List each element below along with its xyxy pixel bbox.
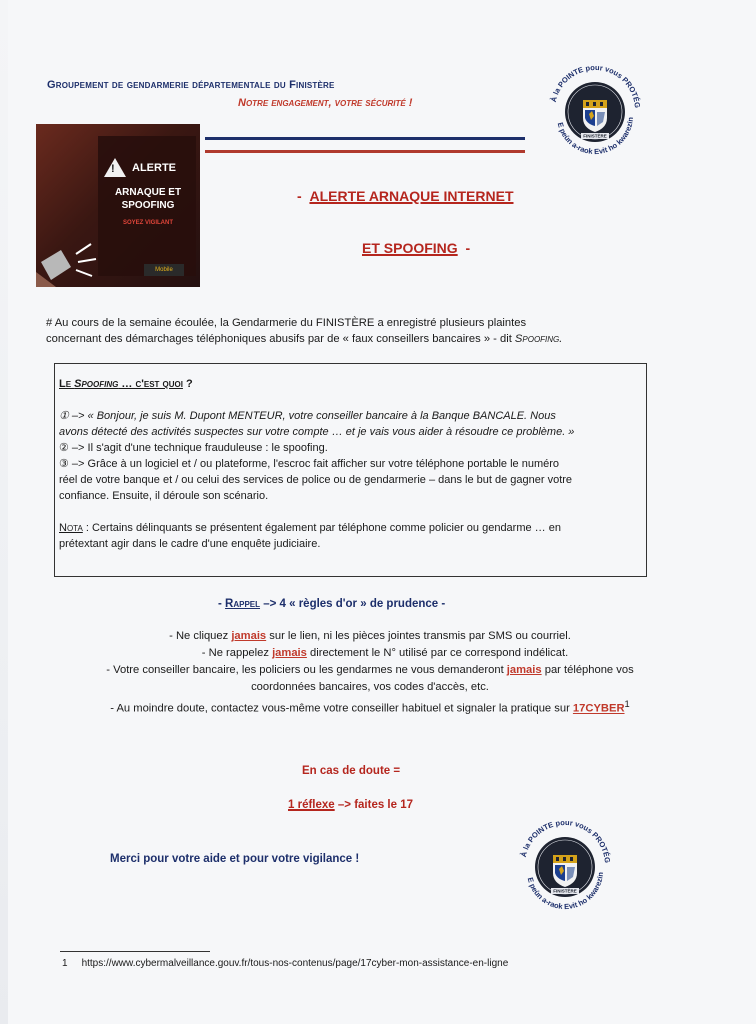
doubt-heading: En cas de doute =: [302, 765, 401, 777]
spoofing-explanation-box: [54, 363, 647, 577]
rule-3-cont: coordonnées bancaires, vos codes d'accès, etc.: [251, 681, 489, 693]
footnote: 1 https://www.cybermalveillance.gouv.fr/tous-nos-contenus/page/17cyber-mon-assistance-en-ligne: [62, 958, 509, 969]
poster-title: [104, 186, 192, 212]
poster-subtitle: SOYEZ VIGILANT: [122, 220, 173, 226]
svg-text:À la POINTE pour vous PROTÉGER: À la POINTE pour vous PROTÉG: [518, 817, 613, 864]
headline-line2: ET SPOOFING -: [362, 240, 471, 256]
organization-name: Groupement de gendarmerie départementale du Finistère: [47, 79, 335, 91]
red-divider: [205, 150, 525, 153]
headline-text2: ET SPOOFING: [362, 240, 458, 256]
svg-text:FINISTÈRE: FINISTÈRE: [553, 888, 577, 894]
gendarmerie-logo: [545, 60, 645, 160]
alert-poster: ! ALERTE ARNAQUE ET SPOOFING SOYEZ VIGILANT Mobile: [36, 124, 200, 287]
reflex-line: 1 réflexe –> faites le 17: [288, 799, 414, 811]
gendarmerie-logo-bottom: [515, 815, 615, 915]
logo-band-text: FINISTÈRE: [583, 133, 607, 139]
svg-text:E peùn a-raok Evit ho kwarezin: E peùn a-raok Evit ho kwarezin: [525, 871, 606, 912]
17cyber-link[interactable]: 17CYBER: [572, 702, 625, 715]
intro-line1: # Au cours de la semaine écoulée, la Gendarmerie du FINISTÈRE a enregistré plusieurs plaintes: [46, 317, 527, 329]
phone-hand-icon: [36, 212, 106, 287]
rule-4: - Au moindre doute, contactez vous-même votre conseiller habituel et signaler la pratique sur 17CYBER$^1$: [110, 699, 630, 715]
headline-text1: ALERTE ARNAQUE INTERNET: [309, 188, 514, 204]
thanks-message: Merci pour votre aide et pour votre vigilance !: [110, 853, 360, 865]
golden-rules-list: [40, 628, 700, 718]
poster-title-line2: SPOOFING: [121, 200, 175, 211]
box-question: Le Spoofing … c'est quoi ?: [59, 378, 193, 390]
intro-line2: concernant des démarchages téléphoniques abusifs par de « faux conseillers bancaires » - dit Spoofing.: [46, 333, 563, 345]
footnote-divider: [60, 951, 210, 952]
box-item3: ③ –> Grâce à un logiciel et / ou plateforme, l'escroc fait afficher sur votre téléphone portable le numéro réel de votre banque et / ou celui des services de police ou de gendarmerie – dans le but de gagner votre confiance. Ensuite, il déroule son scénario.: [59, 458, 573, 502]
intro-paragraph: [46, 315, 648, 347]
footnote-url[interactable]: https://www.cybermalveillance.gouv.fr/tous-nos-contenus/page/17cyber-mon-assistance-en-ligne: [81, 958, 509, 969]
poster-alert-label: ALERTE: [132, 162, 176, 174]
blue-divider: [205, 137, 525, 140]
poster-brand: Mobile: [144, 264, 184, 276]
headline-line1: - ALERTE ARNAQUE INTERNET: [297, 188, 514, 204]
box-item1: ① –> « Bonjour, je suis M. Dupont MENTEUR, votre conseiller bancaire à la Banque BANCALE. Nous avons détecté des activités suspectes sur votre compte … et je vais vous aider à résoudre ce problème. »: [59, 410, 575, 438]
box-item2: ② –> Il s'agit d'une technique frauduleuse : le spoofing.: [59, 442, 328, 454]
rappel-heading: - Rappel –> 4 « règles d'or » de prudence -: [218, 598, 446, 610]
slogan: Notre engagement, votre sécurité !: [238, 97, 413, 109]
rule-2: - Ne rappelez jamais directement le N° utilisé par ce correspond indélicat.: [201, 647, 569, 659]
warning-icon: [104, 158, 126, 177]
box-nota: Nota : Certains délinquants se présentent également par téléphone comme policier ou gendarme … en prétextant agir dans le cadre d'une enquête judiciaire.: [59, 522, 561, 550]
rule-1: - Ne cliquez jamais sur le lien, ni les pièces jointes transmis par SMS ou courriel.: [169, 630, 571, 642]
rule-3: - Votre conseiller bancaire, les policiers ou les gendarmes ne vous demanderont jamais par téléphone vos: [106, 664, 634, 676]
poster-title-line1: ARNAQUE ET: [114, 187, 182, 198]
logo-bottom-text: E peùn a-raok Evit ho kwarezin: [555, 116, 636, 157]
logo-top-text: À la POINTE pour vous PROTÉG: [548, 62, 643, 109]
